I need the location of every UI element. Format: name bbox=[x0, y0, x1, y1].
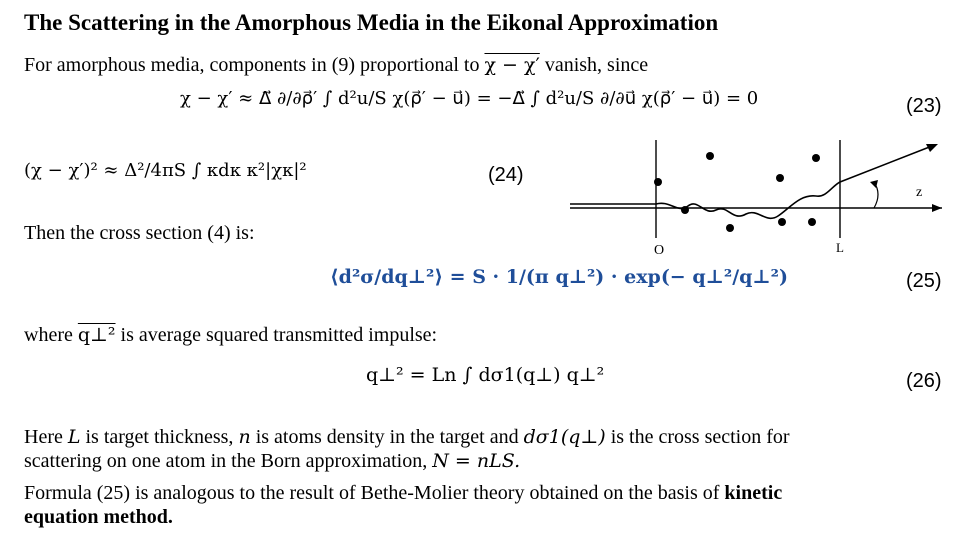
label-origin: O bbox=[654, 243, 665, 258]
atom-dot bbox=[808, 218, 816, 226]
atom-dot bbox=[812, 154, 820, 162]
para1-text-d: is the cross section for bbox=[610, 426, 790, 448]
page-title: The Scattering in the Amorphous Media in the Eikonal Approximation bbox=[24, 10, 719, 35]
label-L: L bbox=[836, 240, 844, 255]
intro-suffix: vanish, since bbox=[544, 54, 649, 76]
atom-dot bbox=[706, 152, 714, 160]
intro-line bbox=[24, 54, 648, 77]
paragraph-2-line-2: equation method. bbox=[24, 506, 173, 528]
equation-23-number: (23) bbox=[906, 95, 942, 117]
paragraph-1-line-2 bbox=[24, 450, 520, 473]
equation-25-number: (25) bbox=[906, 270, 942, 292]
para2-bold-1: kinetic bbox=[724, 482, 783, 504]
intro-prefix: For amorphous media, components in (9) proportional to bbox=[24, 54, 480, 76]
z-axis-arrowhead bbox=[932, 204, 942, 212]
equation-24-number: (24) bbox=[488, 164, 524, 186]
atom-dot bbox=[778, 218, 786, 226]
equation-24: (χ − χ′)² ≈ Δ²/4πS ∫ κdκ κ²|χκ|² bbox=[24, 160, 307, 181]
para2-text: Formula (25) is analogous to the result of Bethe-Molier theory obtained on the basis of bbox=[24, 482, 720, 504]
particle-trajectory bbox=[570, 182, 840, 218]
paragraph-2-line-1 bbox=[24, 482, 782, 505]
para1-var-L: L bbox=[67, 426, 81, 448]
label-z: z bbox=[916, 185, 923, 200]
intro-term: χ − χ′ bbox=[484, 54, 540, 76]
para1-var-n: n bbox=[238, 426, 251, 448]
atom-dot bbox=[726, 224, 734, 232]
where-line bbox=[24, 324, 437, 347]
equation-25: ⟨d²σ/dq⊥²⟩ = S · 1/(π q⊥²) · exp(− q⊥²/q⊥²) bbox=[330, 266, 788, 288]
paragraph-1-line-1 bbox=[24, 426, 790, 449]
where-prefix: where bbox=[24, 324, 73, 346]
atom-dot bbox=[776, 174, 784, 182]
outgoing-ray bbox=[840, 146, 932, 182]
cross-section-intro: Then the cross section (4) is: bbox=[24, 222, 255, 244]
atom-dot bbox=[681, 206, 689, 214]
para1-text-e: scattering on one atom in the Born approximation, bbox=[24, 450, 428, 472]
para1-N: N = nLS. bbox=[432, 450, 521, 472]
scattering-diagram bbox=[570, 138, 960, 262]
equation-26: q⊥² = Ln ∫ dσ1(q⊥) q⊥² bbox=[366, 364, 605, 386]
para1-text-a: Here bbox=[24, 426, 63, 448]
para1-text-c: is atoms density in the target and bbox=[255, 426, 519, 448]
where-term: q⊥² bbox=[77, 324, 116, 346]
where-suffix: is average squared transmitted impulse: bbox=[120, 324, 438, 346]
para1-text-b: is target thickness, bbox=[85, 426, 234, 448]
equation-23: χ − χ′ ≈ Δ⃗ ∂/∂ρ⃗′ ∫ d²u/S χ(ρ⃗′ − u⃗) = −Δ⃗ ∫ d²u/S ∂/∂u⃗ χ(ρ⃗′ − u⃗) = 0 bbox=[180, 88, 759, 109]
equation-26-number: (26) bbox=[906, 370, 942, 392]
para1-dsigma: dσ1(q⊥) bbox=[523, 426, 606, 448]
atom-dot bbox=[654, 178, 662, 186]
